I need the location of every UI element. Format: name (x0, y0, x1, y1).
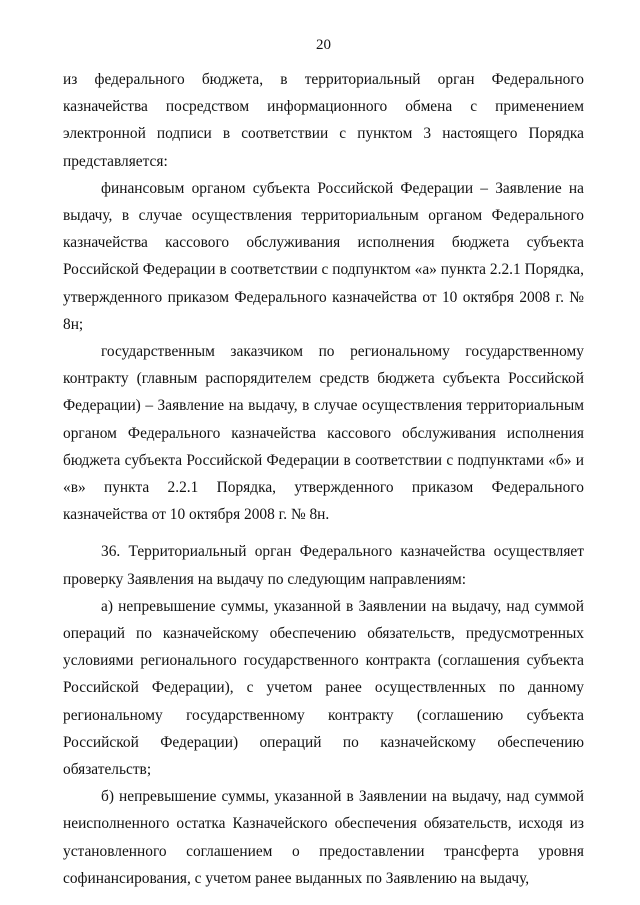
paragraph-item-b: б) непревышение суммы, указанной в Заявлении на выдачу, над суммой неисполненного остатка Казначейского обеспечения обязательств, исходя из установленного соглашением о предоставлении трансферта уровня софинансирования, с учетом ранее выданных по Заявлению на выдачу, (63, 788, 584, 887)
paragraph-state-customer: государственным заказчиком по региональному государственному контракту (главным распорядителем средств бюджета субъекта Российской Федерации) – Заявление на выдачу, в случае осуществления территориальным органом Федерального казначейства кассового обслуживания исполнения бюджета субъекта Российской Федерации в соответствии с подпунктами «б» и «в» пункта 2.2.1 Порядка, утвержденного приказом Федерального казначейства от 10 октября 2008 г. № 8н. (63, 343, 584, 524)
paragraph-item-a: а) непревышение суммы, указанной в Заявлении на выдачу, над суммой операций по казначейскому обеспечению обязательств, предусмотренных условиями регионального государственного контракта (соглашения субъекта Российской Федерации), с учетом ранее осуществленных по данному региональному государственному контракту (соглашению субъекта Российской Федерации) операций по казначейскому обеспечению обязательств; (63, 597, 584, 779)
paragraph-intro: из федерального бюджета, в территориальный орган Федерального казначейства посредством информационного обмена с применением электронной подписи в соответствии с пунктом 3 настоящего Порядка представляется: (63, 71, 584, 170)
paragraph-item-36: 36. Территориальный орган Федерального казначейства осуществляет проверку Заявления на выдачу по следующим направлениям: (63, 543, 584, 588)
page-number: 20 (316, 37, 331, 53)
paragraph-financial-organ: финансовым органом субъекта Российской Федерации – Заявление на выдачу, в случае осуществления территориальным органом Федерального казначейства кассового обслуживания исполнения бюджета субъекта Российской Федерации в соответствии с подпунктом «а» пункта 2.2.1 Порядка, утвержденного приказом Федерального казначейства от 10 октября 2008 г. № 8н; (63, 179, 584, 333)
